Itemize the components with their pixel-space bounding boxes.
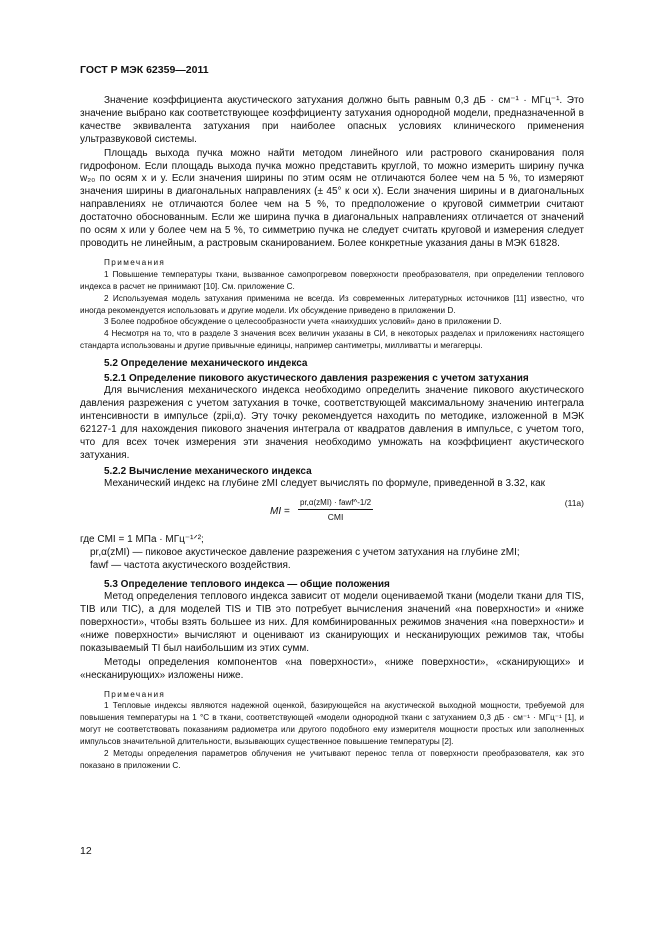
note-item: 3 Более подробное обсуждение о целесообразности учета «наихудших условий» дано в приложении D. <box>104 317 502 327</box>
legend-item: pr,α(zMI) — пиковое акустическое давление разрежения с учетом затухания на глубине zMI; <box>90 547 520 559</box>
note-item: 1 Тепловые индексы являются надежной оценкой, базирующейся на акустической выходной мощности, требуемой для повышения температуры на 1 °С в ткани, соответствующей «модели однородной ткани с затуханием 0,3 дБ · см⁻¹ · МГц⁻¹ [1], и могут не соответствовать показаниям радиометра или другого подобного ему измерителя мощности простых или заполненных импульсов значительной длительности, вызывающих существенное повышение температуры [2]. <box>80 701 584 747</box>
formula-lhs: MI = <box>270 506 290 518</box>
note-item: 4 Несмотря на то, что в разделе 3 значения всех величин указаны в СИ, в некоторых разделах и приложениях настоящего стандарта использованы и другие привычные единицы, например сантиметры, милливатты и мегагерцы. <box>80 329 584 351</box>
page-number: 12 <box>80 845 92 857</box>
formula-mi <box>80 494 584 534</box>
paragraph-5-2-1: Для вычисления механического индекса необходимо определить значение пикового акустического давления разрежения с учетом затухания в точке, соответствующей максимальному значению интеграла интенсивности в импульсе (zpii,α). Эту точку рекомендуется находить по методике, изложенной в МЭК 62127-1 для нахождения пикового значения интеграла от квадратов давления в импульсе, с учетом того, что для всех точек измерения эти значения необходимо умножать на коэффициент акустического затухания. <box>80 385 584 461</box>
note-item: 2 Используемая модель затухания применима не всегда. Из современных литературных источников [11] известно, что иногда рекомендуется использовать и другие модели. Их обсуждение приведено в приложении D. <box>80 293 584 315</box>
formula-denominator: CMI <box>327 512 344 523</box>
paragraph-5-2-2: Механический индекс на глубине zMI следует вычислять по формуле, приведенной в 3.32, как <box>104 477 546 489</box>
formula-numerator: pr,α(zMI) · fawf^-1/2 <box>298 498 373 510</box>
section-heading-5-2: 5.2 Определение механического индекса <box>104 358 308 370</box>
notes-heading: Примечания <box>104 257 166 267</box>
formula-legend <box>80 534 584 573</box>
formula-number: (11a) <box>564 498 584 509</box>
paragraph-beam-area: Площадь выхода пучка можно найти методом линейного или растрового сканирования поля гидрофоном. Если площадь выхода пучка можно представить круглой, то можно измерить ширину пучка w₂₀ по осям x и y. Если значения ширины по этим осям не отличаются более чем на 5 %, то измеряют значения ширины в диагональных направлениях (± 45° к оси x). Если значения ширины и в диагональных направлениях не отличаются более чем на 5 %, то предположение о круговой симметрии считают достаточно обоснованным. Если же ширина пучка в диагональных направлениях отличается от значений по осям x или y более чем на 5 %, то симметрию пучка не следует считать круговой и измерения следует проводить не линейным, а растровым сканированием. Более конкретные указания даны в МЭК 61828. <box>80 147 584 249</box>
paragraph-5-3-b: Методы определения компонентов «на поверхности», «ниже поверхности», «сканирующих» и «несканирующих» изложены ниже. <box>80 656 584 681</box>
note-item: 1 Повышение температуры ткани, вызванное самопрогревом поверхности преобразователя, при определении теплового индекса в расчет не принимают [10]. См. приложение С. <box>80 269 584 291</box>
paragraph-attenuation: Значение коэффициента акустического затухания должно быть равным 0,3 дБ · см⁻¹ · МГц⁻¹. Это значение выбрано как соответствующее коэффициенту затухания однородной модели, предназначенной в качестве эквивалента затухания при наиболее опасных условиях клинического применения ультразвуковой системы. <box>80 95 584 145</box>
paragraph-5-3-a: Метод определения теплового индекса зависит от модели оцениваемой ткани (модели ткани для TIS, TIB или TIC), а для моделей TIS и TIB это потребует вычисления значений «на поверхности» и «ниже поверхности», чтобы взять большее из них. Для комбинированных режимов значения «на поверхности» и «ниже поверхности» вычисляют и оценивают из сканирующих и несканирующих режимов так, чтобы показываемый TI был наибольшим из этих сумм. <box>80 591 584 654</box>
document-header: ГОСТ Р МЭК 62359—2011 <box>80 64 209 76</box>
page-content <box>80 95 584 772</box>
note-item: 2 Методы определения параметров облучения не учитывают перенос тепла от поверхности преобразователя, как это показано в приложении С. <box>80 749 584 770</box>
formula-fraction <box>298 498 373 522</box>
section-heading-5-2-1: 5.2.1 Определение пикового акустического давления разрежения с учетом затухания <box>104 373 529 385</box>
notes-heading: Примечания <box>104 689 166 699</box>
section-heading-5-2-2: 5.2.2 Вычисление механического индекса <box>104 465 312 477</box>
section-heading-5-3: 5.3 Определение теплового индекса — общие положения <box>104 579 390 591</box>
legend-item: fawf — частота акустического воздействия. <box>90 560 291 572</box>
legend-intro: где CMI = 1 МПа · МГц⁻¹ᐟ²; <box>80 534 204 546</box>
